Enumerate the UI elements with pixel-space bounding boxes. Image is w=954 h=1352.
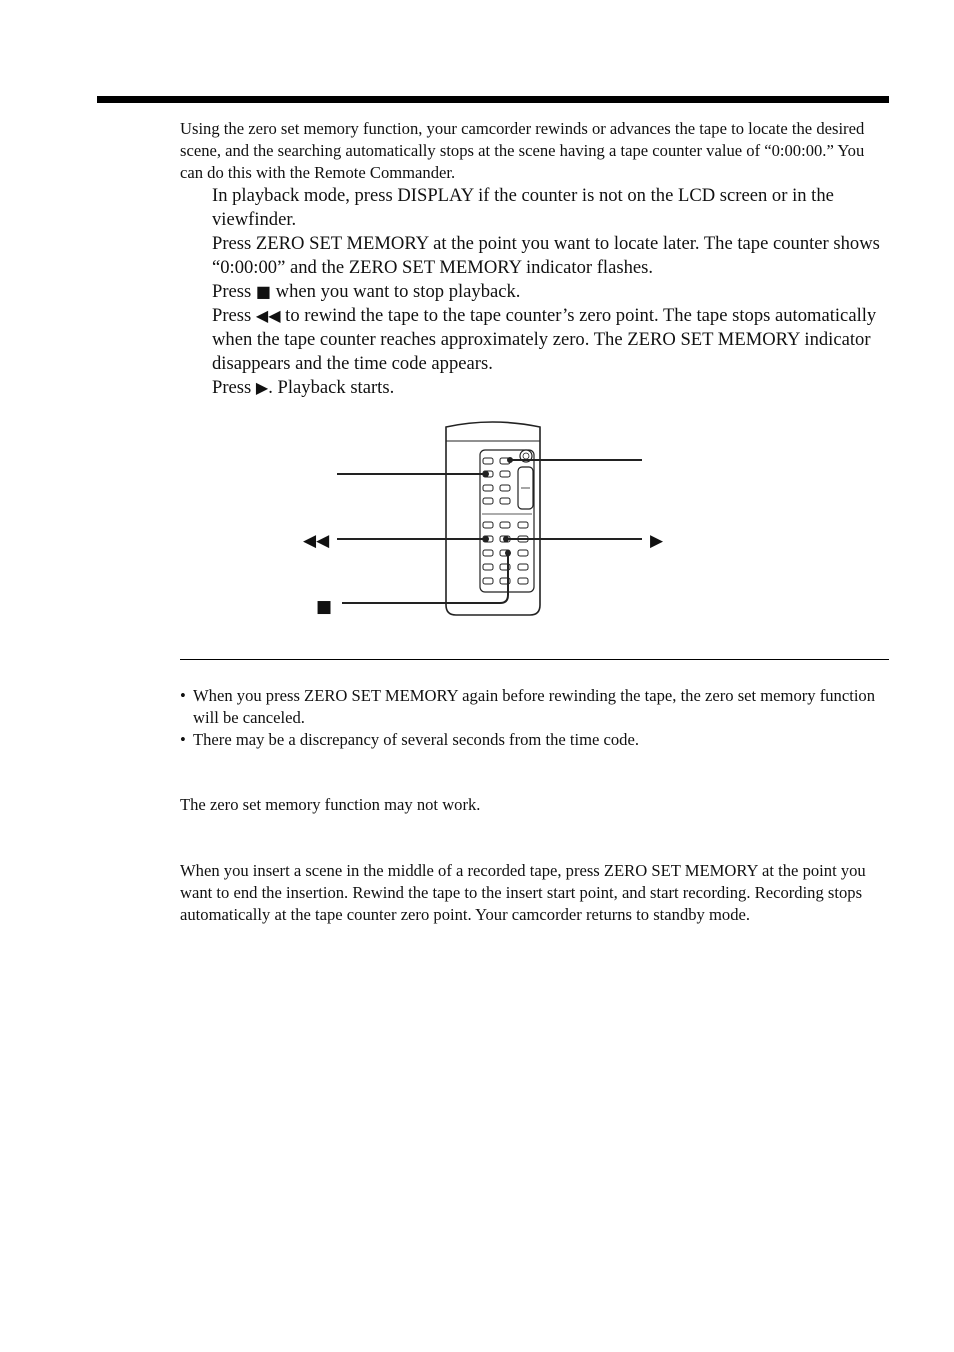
notes-list [180,685,890,751]
may-not-work-paragraph: The zero set memory function may not work. [180,795,481,814]
step-4-after: to rewind the tape to the tape counter’s zero point. The tape stops automatically when the tape counter reaches approximately zero. The ZERO SET MEMORY indicator disappears and the time code appears. [212,305,877,374]
step-3-after: when you want to stop playback. [271,281,521,302]
remote-commander-figure [290,415,690,625]
rewind-icon: ◀◀ [255,306,281,325]
step-4-before: Press [212,305,256,326]
step-5-before: Press [212,377,256,398]
remote-body [446,422,540,615]
play-callout-label: ▶ [650,531,664,551]
step-3 [212,280,892,304]
step-5 [212,376,892,400]
steps-list [212,184,892,400]
play-icon: ▶ [255,378,269,397]
rewind-callout-label: ◀◀ [303,531,330,551]
insert-paragraph: When you insert a scene in the middle of a recorded tape, press ZERO SET MEMORY at the point you want to end the insertion. Rewind the tape to the insert start point, and start recording. Recording stops automatically at the tape counter zero point. Your camcorder returns to standby mode. [180,861,866,924]
step-1: In playback mode, press DISPLAY if the counter is not on the LCD screen or in the viewfinder. [212,185,834,230]
step-2: Press ZERO SET MEMORY at the point you want to locate later. The tape counter shows “0:00:00” and the ZERO SET MEMORY indicator flashes. [212,233,880,278]
notes-rule [180,659,889,660]
stop-icon: ■ [255,282,272,301]
step-5-after: . Playback starts. [268,377,395,398]
intro-paragraph: Using the zero set memory function, your camcorder rewinds or advances the tape to locate the desired scene, and the searching automatically stops at the scene having a tape counter value of “0:00:00.” You can do this with the Remote Commander. [180,119,865,182]
header-rule [97,96,889,103]
note-item: • When you press ZERO SET MEMORY again before rewinding the tape, the zero set memory function will be canceled. [180,685,890,729]
note-item: • There may be a discrepancy of several seconds from the time code. [180,729,890,751]
stop-callout-label: ■ [316,597,333,617]
step-3-before: Press [212,281,256,302]
step-4 [212,304,892,376]
remote-commander-illustration [290,415,690,625]
